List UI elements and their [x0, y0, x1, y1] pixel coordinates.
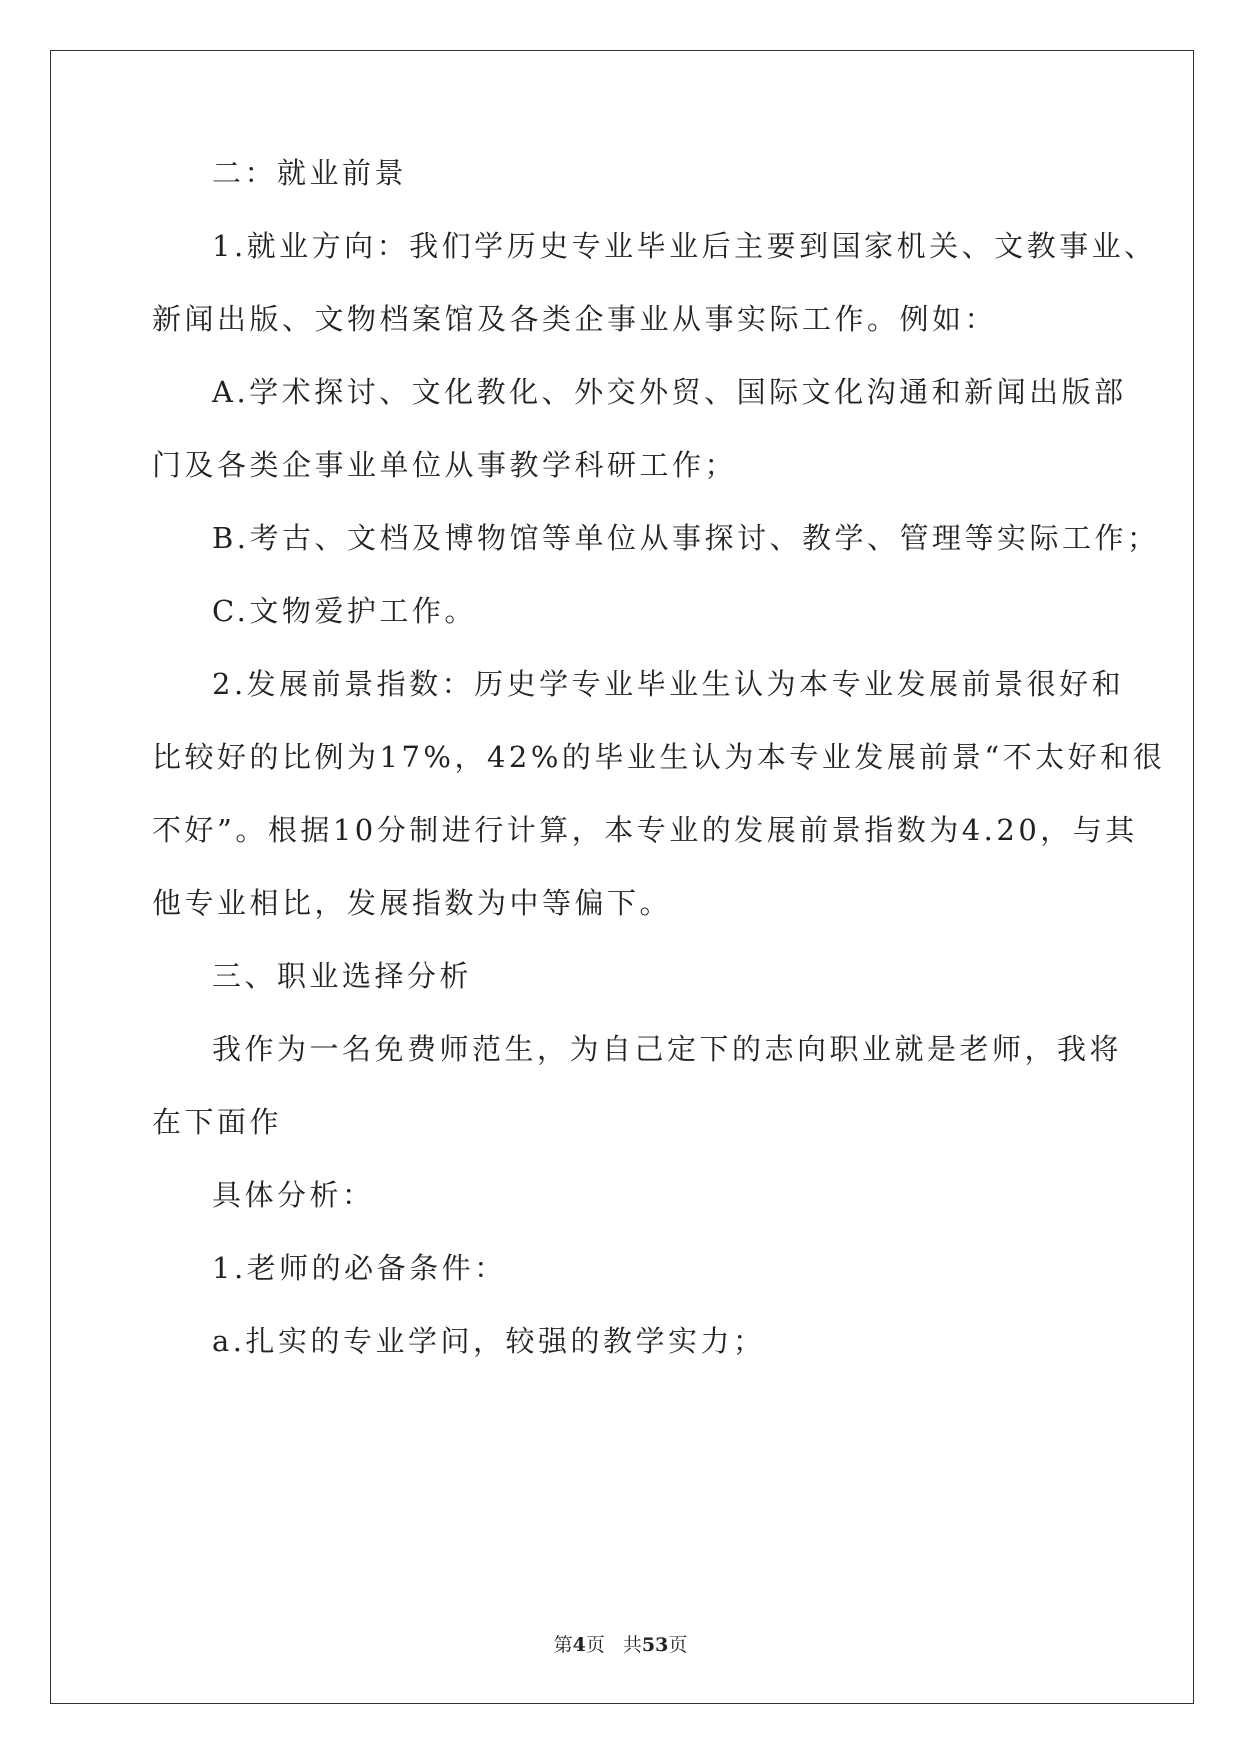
paragraph-line: 1.老师的必备条件： — [212, 1251, 507, 1285]
total-prefix: 共 — [622, 1634, 642, 1656]
paragraph-line: 门及各类企事业单位从事教学科研工作； — [152, 448, 738, 482]
paragraph-line: 比较好的比例为17%，42%的毕业生认为本专业发展前景“不太好和很 — [152, 740, 1166, 774]
total-page-count: 53 — [641, 1634, 669, 1656]
page-prefix: 第 — [553, 1634, 573, 1656]
paragraph-line: B.考古、文档及博物馆等单位从事探讨、教学、管理等实际工作； — [212, 521, 1160, 555]
paragraph-line: A.学术探讨、文化教化、外交外贸、国际文化沟通和新闻出版部 — [212, 375, 1127, 409]
page-border — [50, 50, 1194, 1704]
page-suffix: 页 — [585, 1634, 605, 1656]
paragraph-line: 1.就业方向：我们学历史专业毕业后主要到国家机关、文教事业、 — [212, 229, 1157, 263]
paragraph-line: 具体分析： — [212, 1178, 375, 1212]
current-page-number: 4 — [572, 1634, 586, 1656]
paragraph-line: 他专业相比，发展指数为中等偏下。 — [152, 886, 673, 920]
paragraph-line: 在下面作 — [152, 1105, 283, 1139]
paragraph-line: a.扎实的专业学问，较强的教学实力； — [212, 1324, 766, 1358]
paragraph-line: 2.发展前景指数：历史学专业毕业生认为本专业发展前景很好和 — [212, 667, 1125, 701]
paragraph-line: 新闻出版、文物档案馆及各类企事业从事实际工作。例如： — [152, 302, 998, 336]
section-heading: 三、职业选择分析 — [212, 959, 473, 993]
paragraph-line: 我作为一名免费师范生，为自己定下的志向职业就是老师，我将 — [212, 1032, 1123, 1066]
total-suffix: 页 — [668, 1634, 688, 1656]
paragraph-line: C.文物爱护工作。 — [212, 594, 477, 628]
paragraph-line: 不好”。根据10分制进行计算，本专业的发展前景指数为4.20，与其 — [152, 813, 1138, 847]
section-heading: 二：就业前景 — [212, 156, 408, 190]
page-footer — [0, 1630, 1241, 1657]
